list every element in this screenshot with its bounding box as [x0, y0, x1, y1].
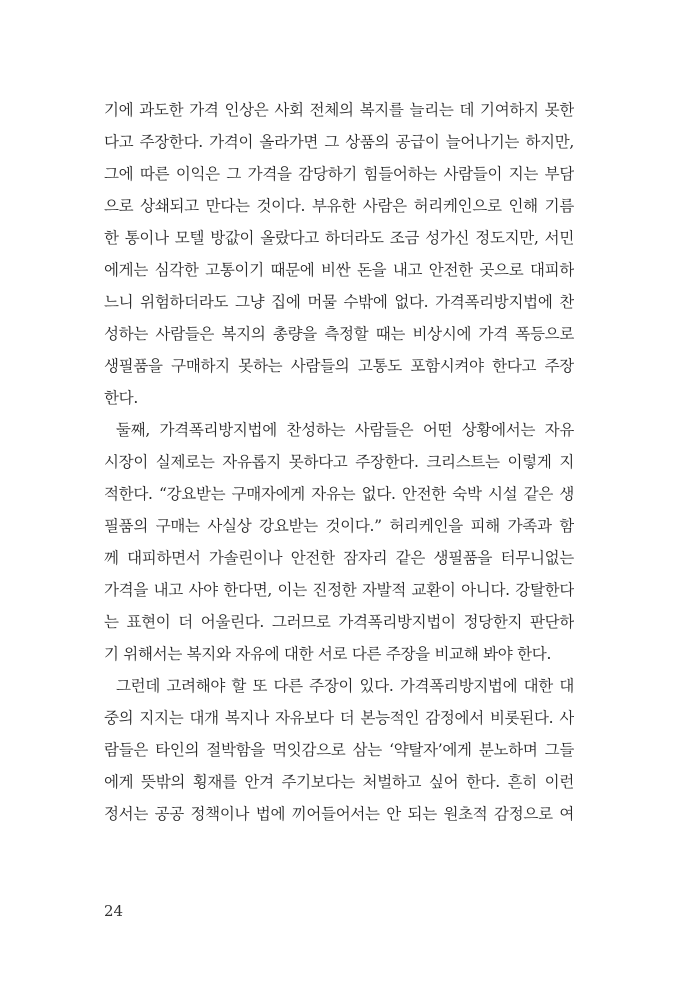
text-line: 가격을 내고 사야 한다면, 이는 진정한 자발적 교환이 아니다. 강탈한다 [104, 581, 574, 599]
text-line: 한 통이나 모텔 방값이 올랐다고 하더라도 조금 성가신 정도지만, 서민 [104, 229, 574, 247]
page-number: 24 [104, 902, 124, 920]
text-line: 성하는 사람들은 복지의 총량을 측정할 때는 비상시에 가격 폭등으로 [104, 325, 574, 343]
text-line: 생필품을 구매하지 못하는 사람들의 고통도 포함시켜야 한다고 주장 [104, 357, 574, 375]
text-line: 필품의 구매는 사실상 강요받는 것이다.” 허리케인을 피해 가족과 함 [104, 517, 574, 535]
text-line: 적한다. “강요받는 구매자에게 자유는 없다. 안전한 숙박 시설 같은 생 [104, 485, 574, 503]
text-line: 는 표현이 더 어울린다. 그러므로 가격폭리방지법이 정당한지 판단하 [104, 613, 574, 631]
text-line: 다고 주장한다. 가격이 올라가면 그 상품의 공급이 늘어나기는 하지만, [104, 133, 574, 151]
text-line: 께 대피하면서 가솔린이나 안전한 잠자리 같은 생필품을 터무니없는 [104, 549, 574, 567]
text-line: 기에 과도한 가격 인상은 사회 전체의 복지를 늘리는 데 기여하지 못한 [104, 101, 574, 119]
text-line: 둘째, 가격폭리방지법에 찬성하는 사람들은 어떤 상황에서는 자유 [116, 421, 574, 439]
text-line: 중의 지지는 대개 복지나 자유보다 더 본능적인 감정에서 비롯된다. 사 [104, 709, 574, 727]
text-line: 에게는 심각한 고통이기 때문에 비싼 돈을 내고 안전한 곳으로 대피하 [104, 261, 574, 279]
text-line: 그런데 고려해야 할 또 다른 주장이 있다. 가격폭리방지법에 대한 대 [116, 677, 574, 695]
text-line: 기 위해서는 복지와 자유에 대한 서로 다른 주장을 비교해 봐야 한다. [104, 645, 552, 663]
text-line: 으로 상쇄되고 만다는 것이다. 부유한 사람은 허리케인으로 인해 기름 [104, 197, 574, 215]
text-line: 에게 뜻밖의 횡재를 안겨 주기보다는 처벌하고 싶어 한다. 흔히 이런 [104, 773, 574, 791]
text-line: 람들은 타인의 절박함을 먹잇감으로 삼는 ‘약탈자’에게 분노하며 그들 [104, 741, 574, 759]
text-line: 그에 따른 이익은 그 가격을 감당하기 힘들어하는 사람들이 지는 부담 [104, 165, 574, 183]
text-line: 시장이 실제로는 자유롭지 못하다고 주장한다. 크리스트는 이렇게 지 [104, 453, 574, 471]
text-line: 느니 위험하더라도 그냥 집에 머물 수밖에 없다. 가격폭리방지법에 찬 [104, 293, 574, 311]
body-text [104, 94, 574, 830]
text-line: 정서는 공공 정책이나 법에 끼어들어서는 안 되는 원초적 감정으로 여 [104, 805, 574, 823]
text-line: 한다. [104, 389, 138, 407]
